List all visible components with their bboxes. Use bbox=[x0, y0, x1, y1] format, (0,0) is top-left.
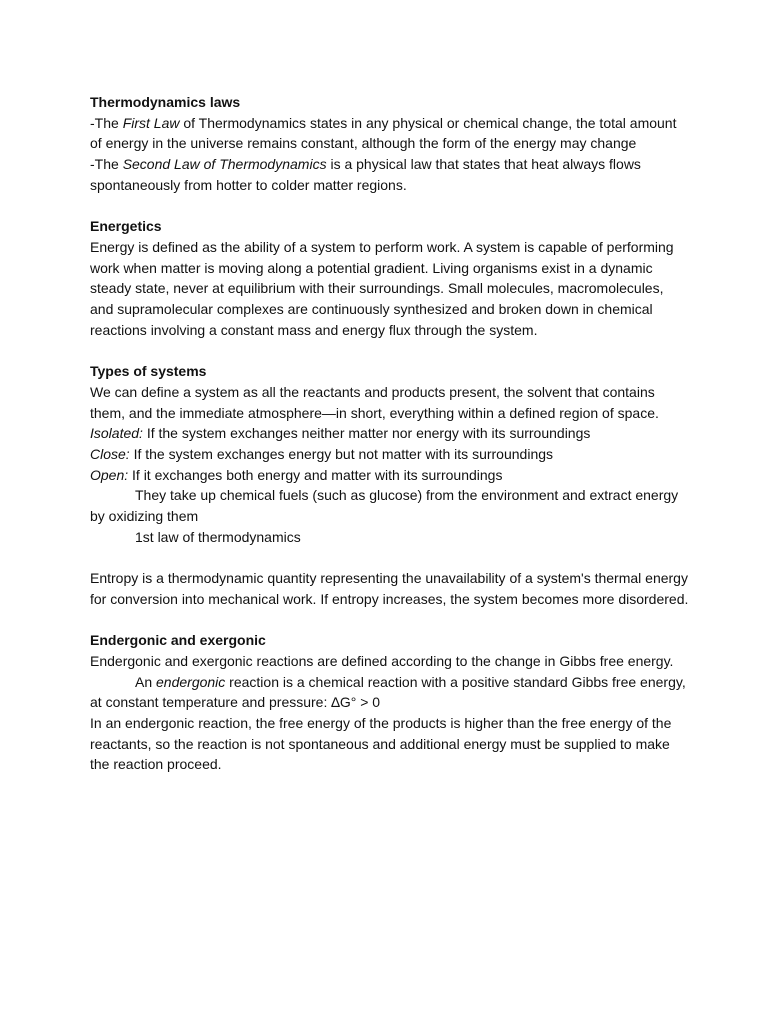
blank-line bbox=[90, 196, 690, 217]
endergonic-def-prefix: An bbox=[135, 673, 157, 690]
close-system-line bbox=[90, 444, 690, 465]
close-label: Close: bbox=[90, 445, 130, 462]
isolated-label: Isolated: bbox=[90, 425, 143, 442]
open-text: If it exchanges both energy and matter with its surroundings bbox=[128, 466, 503, 483]
entropy-paragraph: Entropy is a thermodynamic quantity representing the unavailability of a system's thermal energy for conversion into mechanical work. If entropy increases, the system becomes more disordered. bbox=[90, 570, 689, 607]
chemical-fuels-paragraph: They take up chemical fuels (such as glucose) from the environment and extract energy by oxidizing them bbox=[90, 487, 679, 525]
heading-endergonic-exergonic: Endergonic and exergonic bbox=[90, 632, 266, 649]
endergonic-explanation-paragraph: In an endergonic reaction, the free energy of the products is higher than the free energy of the reactants, so the reaction is not spontaneous and additional energy must be supplied to make the reaction proceed. bbox=[90, 715, 672, 773]
first-law-term: First Law bbox=[122, 114, 180, 131]
blank-line bbox=[90, 547, 690, 568]
blank-line bbox=[90, 340, 690, 361]
heading-energetics: Energetics bbox=[90, 218, 162, 235]
first-law-text: of Thermodynamics states in any physical or chemical change, the total amount of energy in the universe remains constant, although the form of the energy may change bbox=[90, 114, 677, 152]
heading-types-of-systems: Types of systems bbox=[90, 363, 207, 380]
first-law-paragraph bbox=[90, 113, 690, 154]
open-label: Open: bbox=[90, 466, 129, 483]
second-law-paragraph bbox=[90, 154, 690, 195]
endergonic-intro-paragraph: Endergonic and exergonic reactions are defined according to the change in Gibbs free energy. bbox=[90, 652, 674, 669]
systems-intro-paragraph: We can define a system as all the reactants and products present, the solvent that contains them, and the immediate atmosphere—in short, everything within a defined region of space. bbox=[90, 383, 659, 421]
first-law-note: 1st law of thermodynamics bbox=[135, 528, 301, 545]
blank-line bbox=[90, 610, 690, 631]
document-page bbox=[90, 92, 690, 775]
close-text: If the system exchanges energy but not matter with its surroundings bbox=[129, 445, 554, 462]
second-law-term: Second Law of Thermodynamics bbox=[122, 156, 327, 173]
isolated-system-line bbox=[90, 423, 690, 444]
heading-thermodynamics-laws: Thermodynamics laws bbox=[90, 94, 241, 110]
open-system-line bbox=[90, 465, 690, 486]
endergonic-def-text: reaction is a chemical reaction with a positive standard Gibbs free energy, at constant temperature and pressure: ∆G° > 0 bbox=[90, 673, 686, 711]
second-law-text: is a physical law that states that heat always flows spontaneously from hotter to colder matter regions. bbox=[90, 156, 641, 193]
endergonic-term: endergonic bbox=[156, 673, 226, 690]
first-law-prefix: -The bbox=[90, 114, 123, 131]
second-law-prefix: -The bbox=[90, 156, 123, 173]
endergonic-definition-paragraph bbox=[90, 672, 690, 713]
isolated-text: If the system exchanges neither matter nor energy with its surroundings bbox=[142, 425, 591, 442]
energetics-paragraph: Energy is defined as the ability of a system to perform work. A system is capable of performing work when matter is moving along a potential gradient. Living organisms exist in a dynamic steady state, never at equilibrium with their surroundings. Small molecules, macromolecules, and supramolecular complexes are continuously synthesized and broken down in chemical reactions involving a constant mass and energy flux through the system. bbox=[90, 238, 674, 338]
